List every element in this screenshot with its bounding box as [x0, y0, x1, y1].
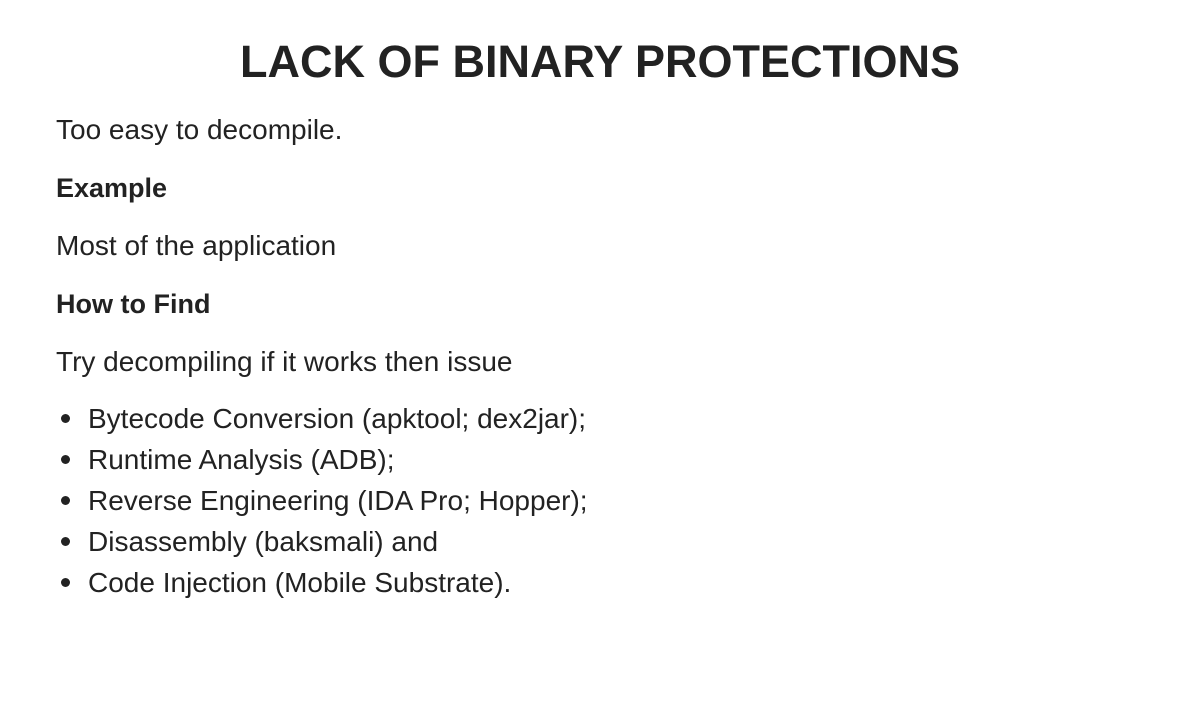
- list-item: [56, 439, 1144, 480]
- slide-title: LACK OF BINARY PROTECTIONS: [239, 36, 961, 87]
- bullet-icon: [61, 414, 70, 423]
- technique-list: [56, 398, 1144, 603]
- list-item: [56, 562, 1144, 603]
- bullet-icon: [61, 578, 70, 587]
- list-item-text: Bytecode Conversion (apktool; dex2jar);: [88, 403, 587, 434]
- list-item-text: Code Injection (Mobile Substrate).: [88, 567, 512, 598]
- example-heading: Example: [56, 173, 168, 203]
- list-item: [56, 480, 1144, 521]
- intro-text: Too easy to decompile.: [56, 114, 343, 145]
- list-item-text: Runtime Analysis (ADB);: [88, 444, 395, 475]
- how-to-find-heading: How to Find: [56, 289, 211, 319]
- list-item: [56, 398, 1144, 439]
- list-item: [56, 521, 1144, 562]
- example-text: Most of the application: [56, 230, 337, 261]
- bullet-icon: [61, 537, 70, 546]
- list-item-text: Disassembly (baksmali) and: [88, 526, 439, 557]
- list-item-text: Reverse Engineering (IDA Pro; Hopper);: [88, 485, 588, 516]
- how-to-find-text: Try decompiling if it works then issue: [56, 346, 513, 377]
- bullet-icon: [61, 455, 70, 464]
- bullet-icon: [61, 496, 70, 505]
